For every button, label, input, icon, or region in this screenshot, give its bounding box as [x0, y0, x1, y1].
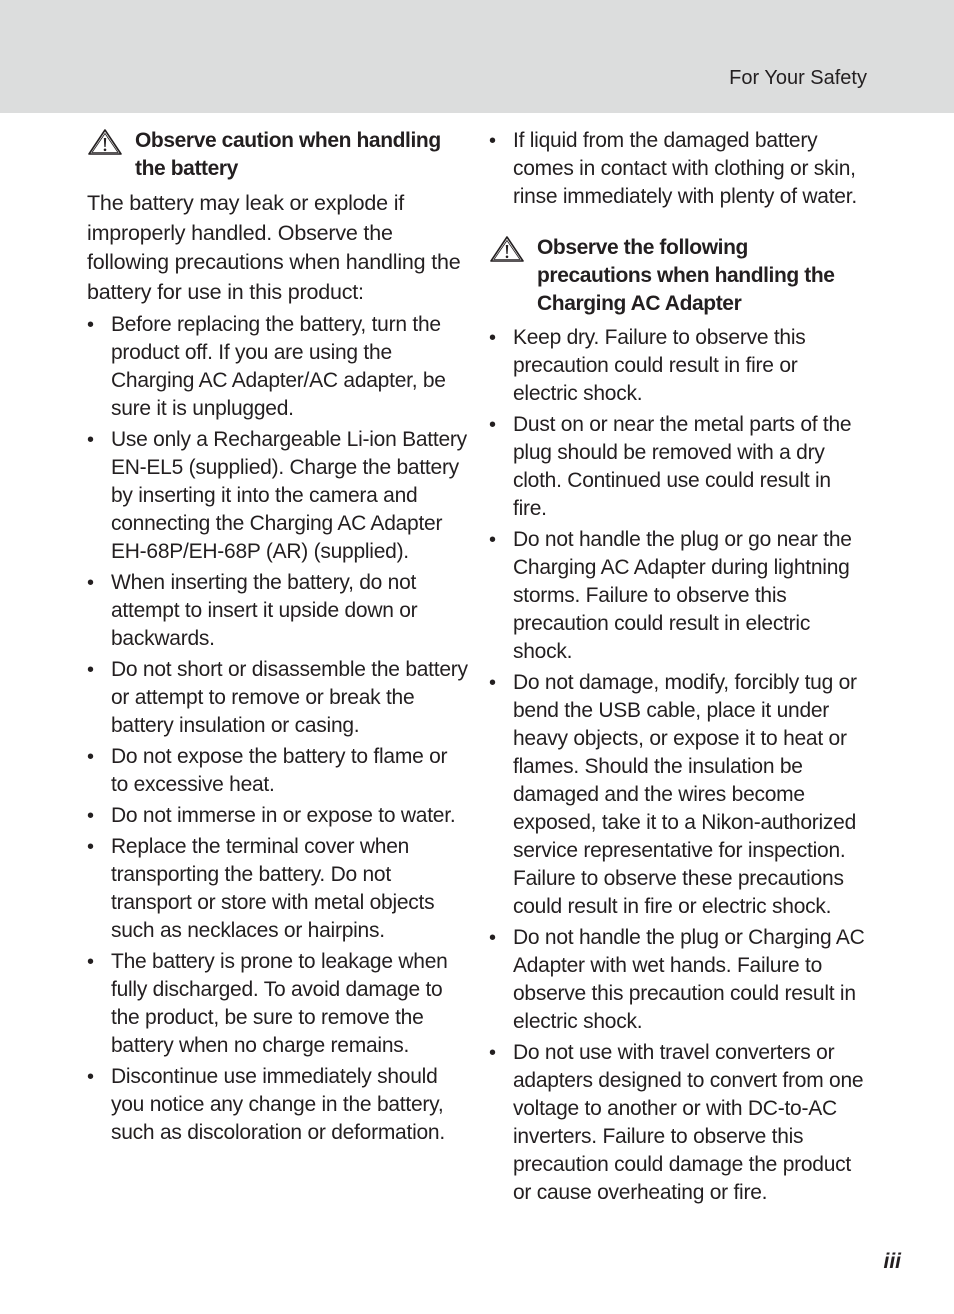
bullet-icon: • [87, 429, 94, 451]
list-item [87, 569, 469, 653]
list-item [489, 526, 867, 666]
bullet-icon: • [87, 951, 94, 973]
caution-heading-adapter [489, 234, 867, 318]
bullet-icon: • [489, 327, 496, 349]
list-item [87, 426, 469, 566]
bullet-icon: • [489, 1042, 496, 1064]
list-item-text: When inserting the battery, do not attempt to insert it upside down or backwards. [111, 571, 418, 650]
bullet-icon: • [489, 529, 496, 551]
list-item [87, 833, 469, 945]
bullet-icon: • [87, 572, 94, 594]
warning-triangle-icon [87, 128, 123, 156]
battery-precautions-list [87, 311, 469, 1147]
list-item [87, 948, 469, 1060]
list-item-text: Dust on or near the metal parts of the plug should be removed with a dry cloth. Continued use could result in fire. [513, 413, 852, 520]
list-item [489, 127, 867, 211]
list-item [489, 1039, 867, 1207]
list-item-text: If liquid from the damaged battery comes in contact with clothing or skin, rinse immediately with plenty of water. [513, 129, 857, 208]
list-item-text: Do not handle the plug or go near the Charging AC Adapter during lightning storms. Failure to observe this precaution could result in electric shock. [513, 528, 852, 663]
bullet-icon: • [489, 130, 496, 152]
bullet-icon: • [489, 414, 496, 436]
list-item [489, 669, 867, 921]
caution-heading-battery [87, 127, 469, 183]
list-item [87, 1063, 469, 1147]
header-band [0, 0, 954, 113]
list-item [87, 311, 469, 423]
list-item-text: Before replacing the battery, turn the product off. If you are using the Charging AC Adapter/AC adapter, be sure it is unplugged. [111, 313, 446, 420]
bullet-icon: • [87, 1066, 94, 1088]
list-item-text: Do not damage, modify, forcibly tug or bend the USB cable, place it under heavy objects, or expose it to heat or flames. Should the insulation be damaged and the wires become exposed, take it to a Nikon-authorized service representative for inspection. Failure to observe these precautions could result in fire or electric shock. [513, 671, 857, 918]
list-item-text: The battery is prone to leakage when fully discharged. To avoid damage to the product, be sure to remove the battery when no charge remains. [111, 950, 448, 1057]
list-item [489, 924, 867, 1036]
bullet-icon: • [87, 746, 94, 768]
list-item [489, 324, 867, 408]
bullet-icon: • [87, 805, 94, 827]
list-item [87, 743, 469, 799]
list-item-text: Do not use with travel converters or adapters designed to convert from one voltage to another or with DC-to-AC inverters. Failure to observe this precaution could damage the product or cause overheating or fire. [513, 1041, 864, 1204]
list-item [87, 656, 469, 740]
list-item-text: Do not immerse in or expose to water. [111, 804, 456, 827]
list-item-text: Replace the terminal cover when transporting the battery. Do not transport or store with metal objects such as necklaces or hairpins. [111, 835, 435, 942]
bullet-icon: • [87, 659, 94, 681]
left-column [87, 127, 469, 1150]
caution-title: Observe the following precautions when handling the Charging AC Adapter [537, 236, 835, 315]
section-title: For Your Safety [729, 67, 867, 89]
battery-precautions-continued-list [489, 127, 867, 211]
caution-title: Observe caution when handling the battery [135, 129, 441, 180]
bullet-icon: • [489, 927, 496, 949]
bullet-icon: • [87, 836, 94, 858]
list-item [87, 802, 469, 830]
list-item-text: Use only a Rechargeable Li-ion Battery EN-EL5 (supplied). Charge the battery by inserting it into the camera and connecting the Charging AC Adapter EH-68P/EH-68P (AR) (supplied). [111, 428, 467, 563]
bullet-icon: • [87, 314, 94, 336]
right-column [489, 127, 867, 1210]
list-item-text: Keep dry. Failure to observe this precaution could result in fire or electric shock. [513, 326, 806, 405]
list-item-text: Do not expose the battery to flame or to excessive heat. [111, 745, 448, 796]
warning-triangle-icon [489, 235, 525, 263]
list-item-text: Discontinue use immediately should you notice any change in the battery, such as discoloration or deformation. [111, 1065, 445, 1144]
page-number: iii [883, 1250, 901, 1273]
adapter-precautions-list [489, 324, 867, 1207]
list-item-text: Do not short or disassemble the battery or attempt to remove or break the battery insulation or casing. [111, 658, 468, 737]
list-item [489, 411, 867, 523]
intro-paragraph: The battery may leak or explode if improperly handled. Observe the following precautions when handling the battery for use in this product: [87, 191, 461, 304]
list-item-text: Do not handle the plug or Charging AC Adapter with wet hands. Failure to observe this precaution could result in electric shock. [513, 926, 865, 1033]
bullet-icon: • [489, 672, 496, 694]
